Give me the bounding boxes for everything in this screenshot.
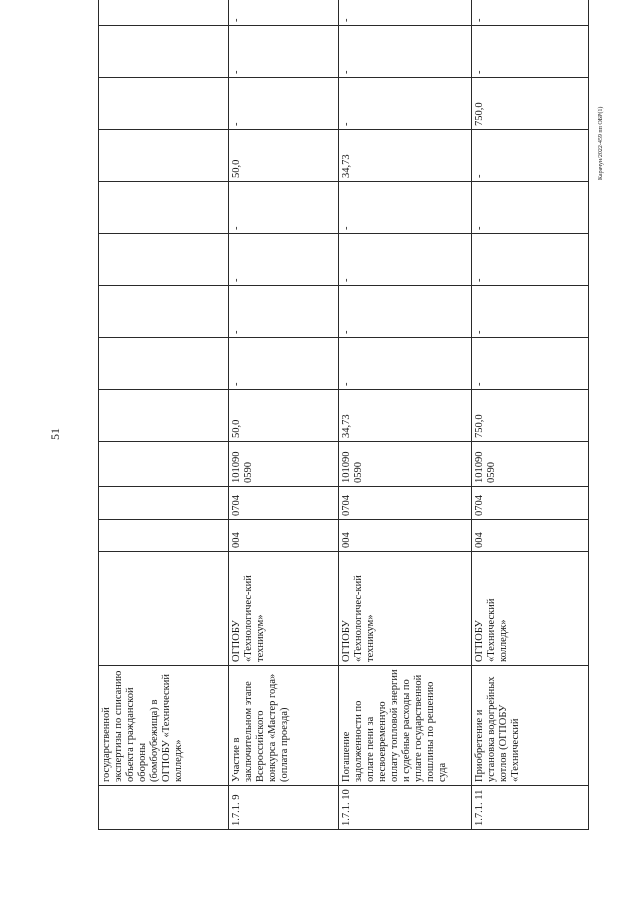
description-cell: Погашение задолженности по оплате пени за несвоевременную оплату топловой энергии и судебные расходы по уплате государственной пошлины по решению суда xyxy=(339,666,472,786)
budget-table xyxy=(98,0,589,830)
code-cell: 004 xyxy=(472,520,589,552)
code-cell xyxy=(99,487,229,520)
value-cell xyxy=(99,78,229,130)
code-cell: 101090 0590 xyxy=(472,442,589,487)
value-cell: - xyxy=(339,182,472,234)
executor-cell xyxy=(99,552,229,666)
table-row xyxy=(99,0,229,830)
row-number-cell: 1.7.1. 9 xyxy=(229,786,339,830)
value-cell: - xyxy=(229,234,339,286)
executor-cell: ОГПОБУ «Технологичес-кий техникум» xyxy=(339,552,472,666)
value-cell: - xyxy=(339,0,472,26)
value-cell xyxy=(99,182,229,234)
value-cell: - xyxy=(472,182,589,234)
value-cell: - xyxy=(339,338,472,390)
value-cell: - xyxy=(472,234,589,286)
page-number: 51 xyxy=(48,428,62,440)
value-cell: - xyxy=(229,182,339,234)
value-cell: - xyxy=(339,26,472,78)
value-cell: 50,0 xyxy=(229,130,339,182)
value-cell: - xyxy=(472,26,589,78)
row-number-cell: 1.7.1. 11 xyxy=(472,786,589,830)
description-cell: государственной экспертизы по списанию объекта гражданской обороны (бомбоубежища) в ОГПОБУ «Технический колледж» xyxy=(99,666,229,786)
executor-cell: ОГПОБУ «Технический колледж» xyxy=(472,552,589,666)
value-cell: - xyxy=(472,0,589,26)
value-cell: 750,0 xyxy=(472,390,589,442)
value-cell: - xyxy=(339,234,472,286)
code-cell: 004 xyxy=(229,520,339,552)
code-cell xyxy=(99,520,229,552)
value-cell: - xyxy=(229,78,339,130)
value-cell xyxy=(99,234,229,286)
description-cell: Приобретение и установка водогрейных котлов (ОГПОБУ «Технический xyxy=(472,666,589,786)
table-row xyxy=(229,0,339,830)
value-cell: - xyxy=(229,286,339,338)
document-registration-code: Карачун/2022-459 пп ОБР(1) xyxy=(598,106,604,180)
code-cell: 0704 xyxy=(472,487,589,520)
value-cell xyxy=(99,338,229,390)
value-cell xyxy=(99,0,229,26)
value-cell xyxy=(99,390,229,442)
value-cell: - xyxy=(339,286,472,338)
table-row xyxy=(339,0,472,830)
code-cell: 101090 0590 xyxy=(229,442,339,487)
value-cell: 34,73 xyxy=(339,130,472,182)
value-cell: - xyxy=(229,338,339,390)
table-row xyxy=(472,0,589,830)
code-cell: 0704 xyxy=(229,487,339,520)
value-cell xyxy=(99,26,229,78)
value-cell: - xyxy=(229,26,339,78)
row-number-cell xyxy=(99,786,229,830)
code-cell: 004 xyxy=(339,520,472,552)
code-cell: 101090 0590 xyxy=(339,442,472,487)
code-cell: 0704 xyxy=(339,487,472,520)
executor-cell: ОГПОБУ «Технологичес-кий техникум» xyxy=(229,552,339,666)
value-cell: 50,0 xyxy=(229,390,339,442)
row-number-cell: 1.7.1. 10 xyxy=(339,786,472,830)
value-cell: - xyxy=(472,130,589,182)
value-cell xyxy=(99,130,229,182)
value-cell: - xyxy=(339,78,472,130)
code-cell xyxy=(99,442,229,487)
value-cell: - xyxy=(472,338,589,390)
value-cell: - xyxy=(472,286,589,338)
value-cell: - xyxy=(229,0,339,26)
value-cell: 750,0 xyxy=(472,78,589,130)
description-cell: Участие в заключительном этапе Всероссийского конкурса «Мастер года» (оплата проезда) xyxy=(229,666,339,786)
value-cell: 34,73 xyxy=(339,390,472,442)
value-cell xyxy=(99,286,229,338)
rotated-table-wrapper xyxy=(98,18,588,830)
